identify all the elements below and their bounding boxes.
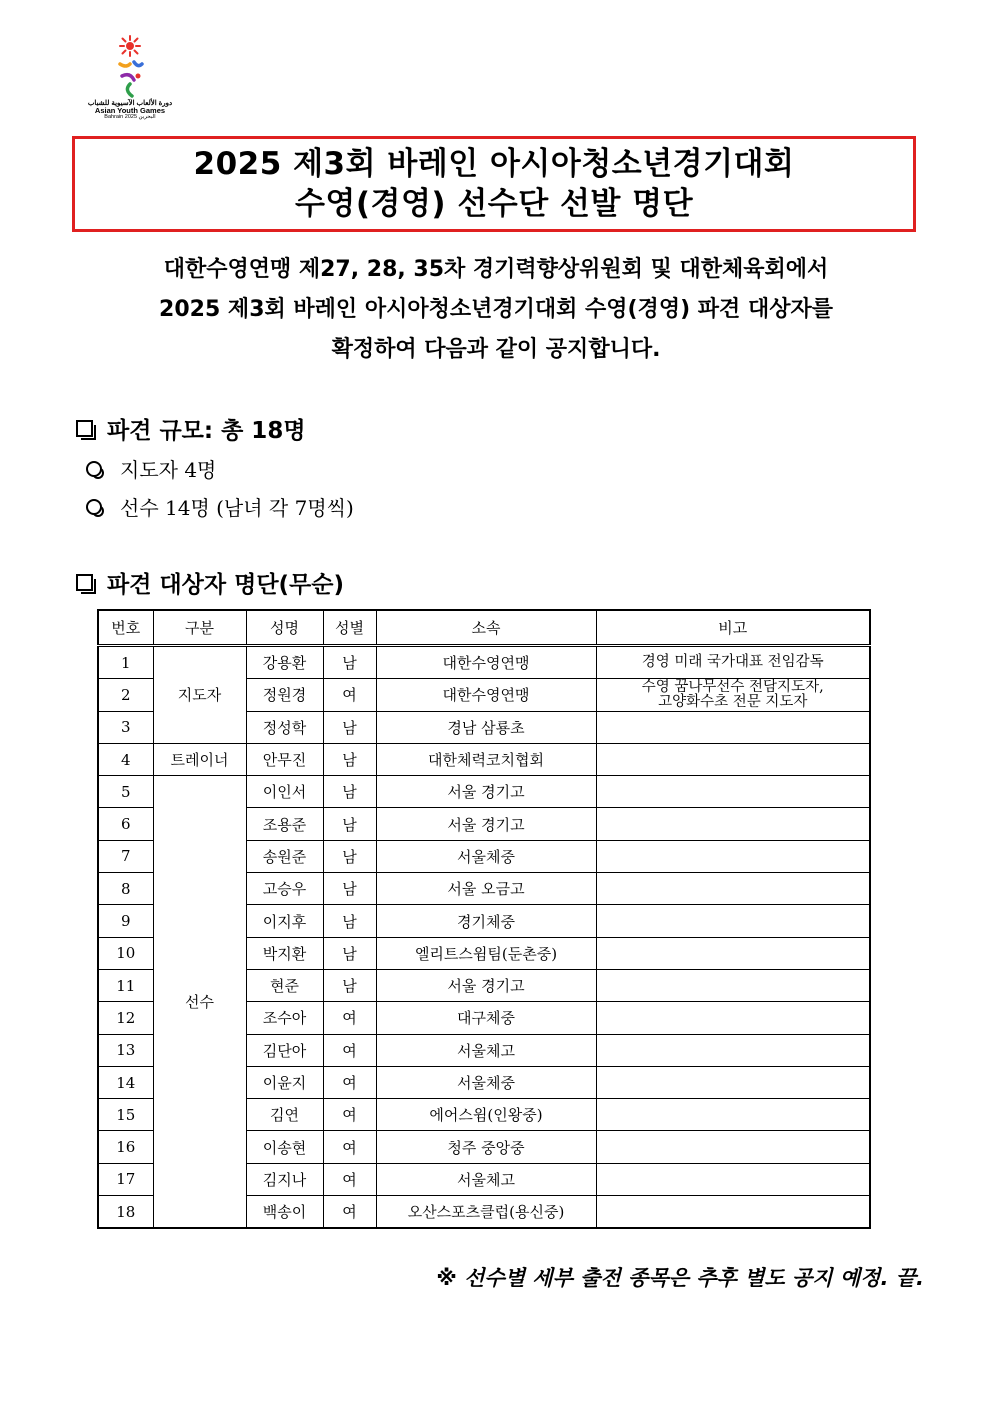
row-affiliation: 서울체중 (376, 1066, 596, 1098)
row-affiliation: 대한체력코치협회 (376, 743, 596, 775)
row-affiliation: 경기체중 (376, 905, 596, 937)
row-affiliation: 대한수영연맹 (376, 646, 596, 679)
row-name: 송원준 (246, 840, 323, 872)
row-name: 이인서 (246, 776, 323, 808)
row-gender: 여 (323, 1099, 376, 1131)
row-number: 10 (98, 937, 153, 969)
row-number: 3 (98, 711, 153, 743)
row-remark (596, 840, 870, 872)
intro-line-3: 확정하여 다음과 같이 공지합니다. (331, 337, 661, 362)
intro-line-1: 대한수영연맹 제27, 28, 35차 경기력향상위원회 및 대한체육회에서 (163, 257, 829, 282)
row-number: 13 (98, 1034, 153, 1066)
footnote: ※ 선수별 세부 출전 종목은 추후 별도 공지 예정. 끝. (436, 1266, 924, 1290)
row-number: 1 (98, 646, 153, 679)
row-gender: 여 (323, 679, 376, 711)
row-name: 조용준 (246, 808, 323, 840)
row-remark (596, 1196, 870, 1229)
row-remark (596, 1163, 870, 1195)
table-row (98, 646, 870, 679)
logo-english: Asian Youth Games (94, 106, 166, 116)
row-remark: 경영 미래 국가대표 전임감독 (596, 646, 870, 679)
row-number: 6 (98, 808, 153, 840)
row-number: 14 (98, 1066, 153, 1098)
row-affiliation: 서울 경기고 (376, 808, 596, 840)
row-affiliation: 대구체중 (376, 1002, 596, 1034)
roster-heading-text: 파견 대상자 명단(무순) (107, 572, 345, 598)
header-category: 구분 (153, 610, 246, 646)
row-name: 강용환 (246, 646, 323, 679)
row-gender: 남 (323, 840, 376, 872)
table-row (98, 743, 870, 775)
row-name: 고승우 (246, 873, 323, 905)
row-name: 이윤지 (246, 1066, 323, 1098)
row-gender: 남 (323, 646, 376, 679)
row-gender: 여 (323, 1034, 376, 1066)
intro-paragraph (40, 250, 952, 370)
row-affiliation: 청주 중앙중 (376, 1131, 596, 1163)
row-gender: 남 (323, 776, 376, 808)
row-number: 12 (98, 1002, 153, 1034)
row-gender: 남 (323, 905, 376, 937)
row-category: 선수 (153, 776, 246, 1229)
row-gender: 남 (323, 937, 376, 969)
scale-item-text: 선수 14명 (남녀 각 7명씩) (120, 496, 354, 520)
row-remark (596, 937, 870, 969)
row-gender: 여 (323, 1131, 376, 1163)
scale-item-athletes (86, 492, 354, 521)
row-gender: 여 (323, 1002, 376, 1034)
row-affiliation: 에어스윔(인왕중) (376, 1099, 596, 1131)
row-name: 조수아 (246, 1002, 323, 1034)
row-affiliation: 서울 경기고 (376, 776, 596, 808)
row-number: 9 (98, 905, 153, 937)
row-name: 안무진 (246, 743, 323, 775)
circle-bullet-icon (86, 461, 102, 477)
row-remark (596, 1002, 870, 1034)
row-remark (596, 873, 870, 905)
scale-item-text: 지도자 4명 (120, 458, 217, 482)
row-number: 7 (98, 840, 153, 872)
row-affiliation: 오산스포츠클럽(용신중) (376, 1196, 596, 1229)
row-affiliation: 서울체고 (376, 1163, 596, 1195)
checkbox-square-icon (76, 574, 93, 591)
row-gender: 남 (323, 711, 376, 743)
row-number: 17 (98, 1163, 153, 1195)
row-number: 4 (98, 743, 153, 775)
row-remark (596, 905, 870, 937)
circle-bullet-icon (86, 499, 102, 515)
scale-heading (76, 412, 306, 445)
row-affiliation: 경남 삼룡초 (376, 711, 596, 743)
row-remark (596, 1066, 870, 1098)
row-remark (596, 776, 870, 808)
row-name: 김지나 (246, 1163, 323, 1195)
row-name: 박지환 (246, 937, 323, 969)
row-name: 김단아 (246, 1034, 323, 1066)
checkbox-square-icon (76, 420, 93, 437)
logo-arabic: دورة الألعاب الآسيوية للشباب (87, 100, 173, 107)
table-header-row (98, 610, 870, 646)
row-name: 정원경 (246, 679, 323, 711)
intro-line-2: 2025 제3회 바레인 아시아청소년경기대회 수영(경영) 파견 대상자를 (159, 297, 833, 322)
row-remark (596, 711, 870, 743)
row-gender: 남 (323, 969, 376, 1001)
title-line-1: 2025 제3회 바레인 아시아청소년경기대회 (193, 146, 795, 182)
row-gender: 여 (323, 1163, 376, 1195)
row-name: 정성학 (246, 711, 323, 743)
row-affiliation: 서울체중 (376, 840, 596, 872)
title-line-2: 수영(경영) 선수단 선발 명단 (294, 186, 694, 222)
row-gender: 여 (323, 1066, 376, 1098)
row-affiliation: 대한수영연맹 (376, 679, 596, 711)
row-affiliation: 엘리트스윔팀(둔촌중) (376, 937, 596, 969)
row-category: 트레이너 (153, 743, 246, 775)
row-name: 현준 (246, 969, 323, 1001)
header-remark: 비고 (596, 610, 870, 646)
row-remark (596, 743, 870, 775)
row-remark: 수영 꿈나무선수 전담지도자, 고양화수초 전문 지도자 (596, 679, 870, 711)
roster-heading (76, 566, 344, 599)
row-gender: 남 (323, 808, 376, 840)
row-gender: 남 (323, 873, 376, 905)
title-box (72, 136, 916, 232)
scale-item-coaches (86, 454, 216, 483)
roster-table (97, 609, 871, 1229)
row-remark (596, 1034, 870, 1066)
row-number: 8 (98, 873, 153, 905)
row-affiliation: 서울 오금고 (376, 873, 596, 905)
header-gender: 성별 (323, 610, 376, 646)
row-gender: 남 (323, 743, 376, 775)
row-number: 11 (98, 969, 153, 1001)
row-number: 5 (98, 776, 153, 808)
logo-text (82, 100, 178, 121)
row-name: 이지후 (246, 905, 323, 937)
row-gender: 여 (323, 1196, 376, 1229)
row-name: 김연 (246, 1099, 323, 1131)
header-name: 성명 (246, 610, 323, 646)
row-remark (596, 1099, 870, 1131)
logo-sub: Bahrain 2025 البحرين (104, 114, 156, 121)
row-remark (596, 808, 870, 840)
row-name: 백송이 (246, 1196, 323, 1229)
row-name: 이송현 (246, 1131, 323, 1163)
row-category: 지도자 (153, 646, 246, 744)
header-affiliation: 소속 (376, 610, 596, 646)
row-number: 16 (98, 1131, 153, 1163)
row-affiliation: 서울 경기고 (376, 969, 596, 1001)
header-number: 번호 (98, 610, 153, 646)
table-row (98, 776, 870, 808)
row-remark (596, 1131, 870, 1163)
row-number: 2 (98, 679, 153, 711)
scale-heading-text: 파견 규모: 총 18명 (107, 418, 306, 444)
row-number: 15 (98, 1099, 153, 1131)
row-remark (596, 969, 870, 1001)
row-number: 18 (98, 1196, 153, 1229)
row-affiliation: 서울체고 (376, 1034, 596, 1066)
